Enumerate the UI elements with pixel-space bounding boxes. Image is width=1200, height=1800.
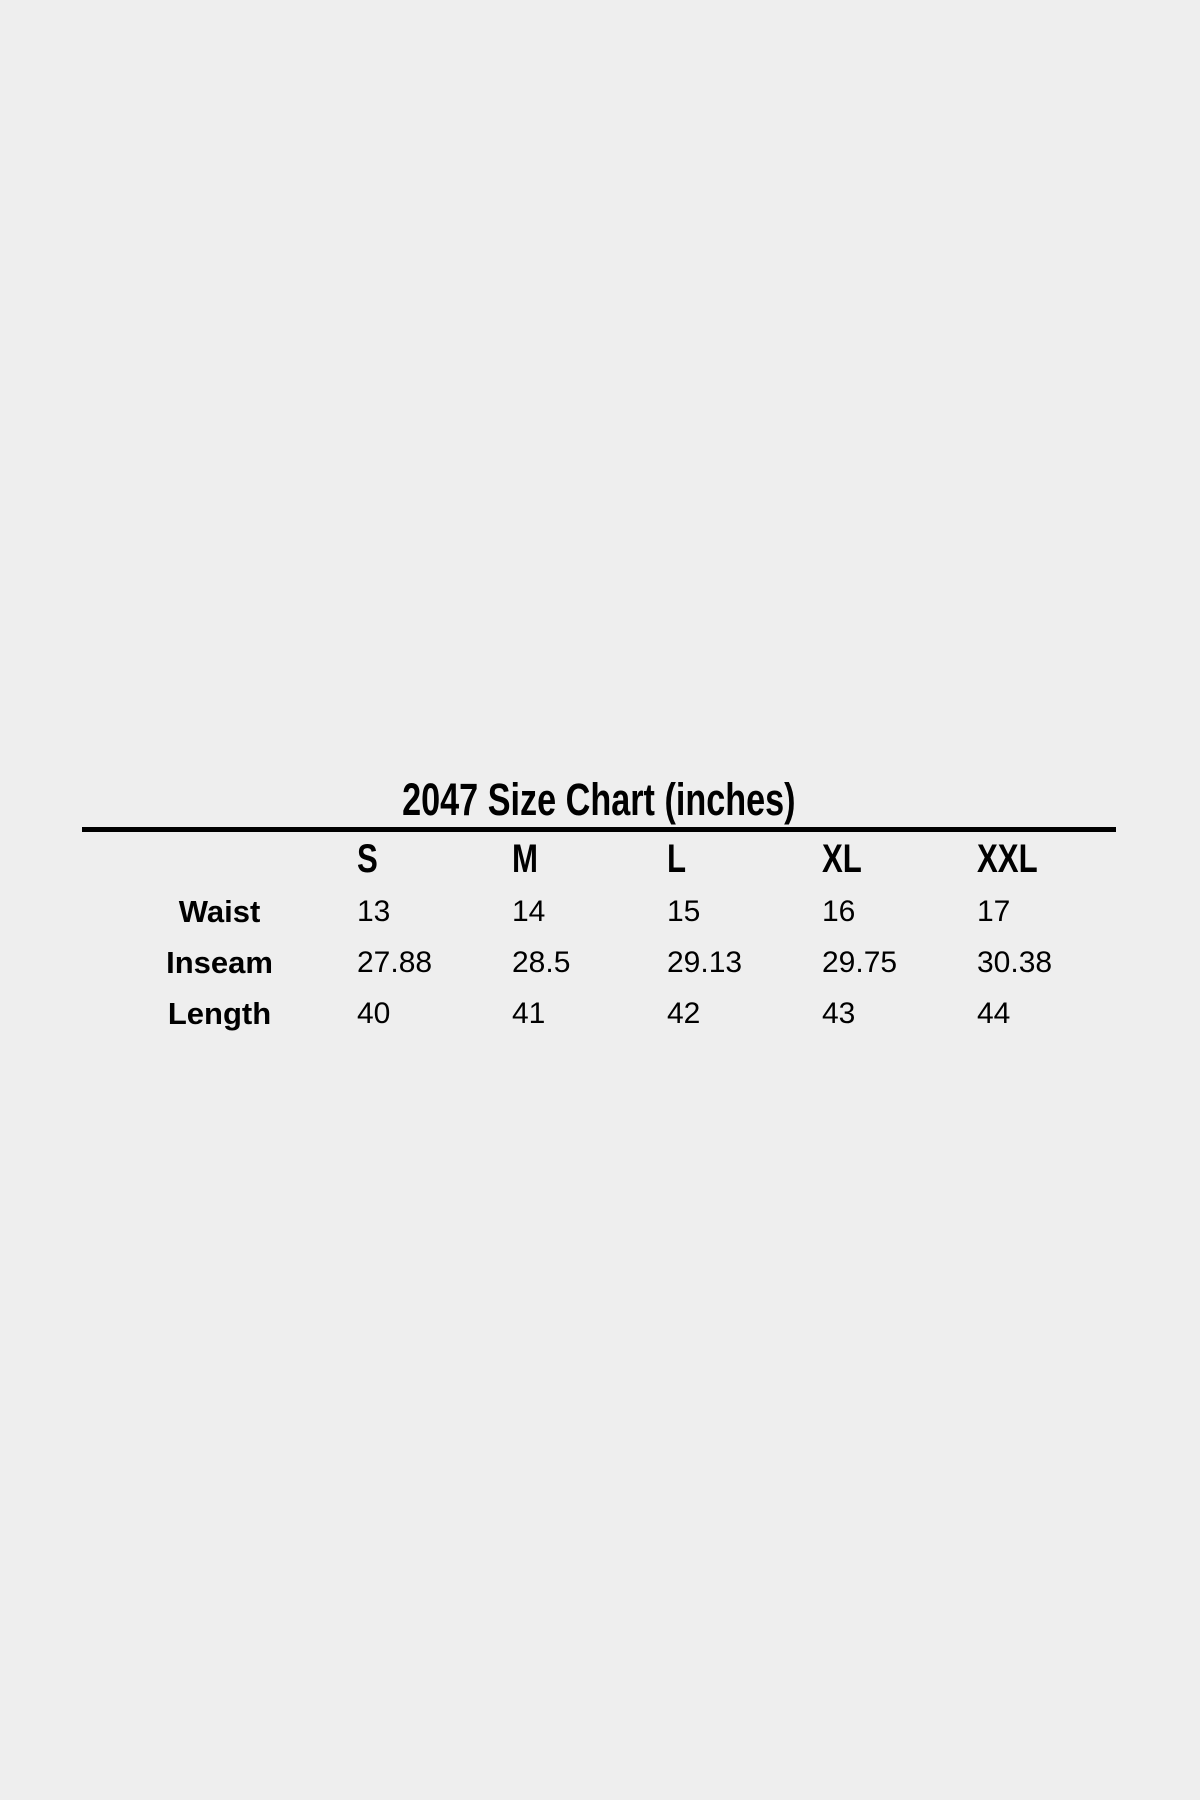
cell-waist-s: 13 [357,894,391,928]
row-label-inseam: Inseam [166,944,273,980]
column-header-s-text: S [357,836,378,881]
cell-length-xl: 43 [822,996,856,1030]
cell-length-xxl: 44 [977,996,1011,1030]
size-chart-title-text: 2047 Size Chart (inches) [402,774,796,825]
column-header-l-text: L [667,836,687,881]
size-chart-table [82,832,1116,1039]
row-label-waist: Waist [178,893,261,929]
column-header-xxl-text: XXL [977,836,1038,881]
column-header-xl [822,832,977,886]
column-header-l [667,832,822,886]
cell-inseam-m: 28.5 [512,945,571,979]
cell-waist-m: 14 [512,894,546,928]
column-header-xxl [977,832,1116,886]
column-header-m-text: M [512,836,538,881]
cell-inseam-l: 29.13 [667,945,743,979]
column-header-xl-text: XL [822,836,862,881]
cell-length-s: 40 [357,996,391,1030]
cell-length-m: 41 [512,996,546,1030]
column-header-spacer [82,832,357,886]
size-chart-title [82,772,1116,827]
cell-length-l: 42 [667,996,701,1030]
cell-waist-l: 15 [667,894,701,928]
cell-waist-xl: 16 [822,894,856,928]
column-header-s [357,832,512,886]
size-chart [82,772,1116,1039]
column-header-m [512,832,667,886]
cell-inseam-xxl: 30.38 [977,945,1053,979]
cell-inseam-xl: 29.75 [822,945,898,979]
cell-inseam-s: 27.88 [357,945,433,979]
row-label-length: Length [167,995,272,1031]
cell-waist-xxl: 17 [977,894,1011,928]
